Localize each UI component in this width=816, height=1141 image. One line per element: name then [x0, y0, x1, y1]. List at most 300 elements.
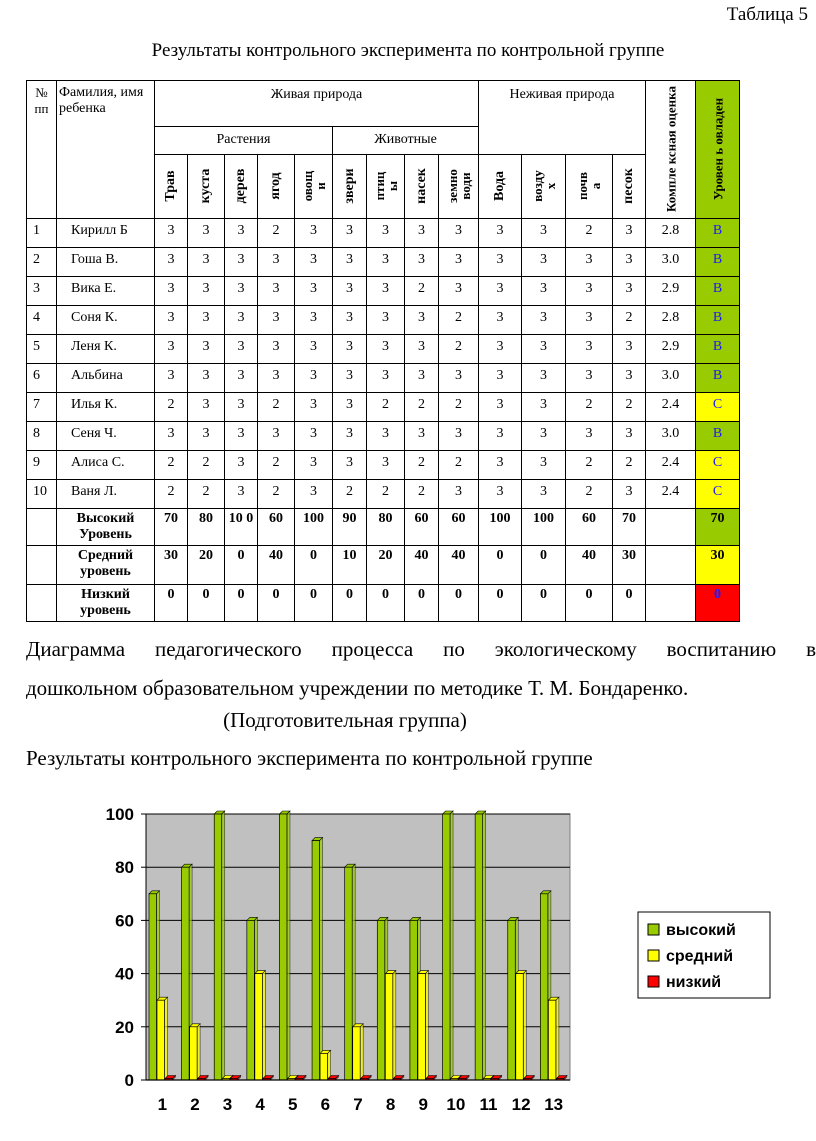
- empty-cell: [27, 509, 57, 546]
- score-cell: 3: [225, 219, 258, 248]
- summary-value: 100: [479, 509, 522, 546]
- col-header-complex: Компле ксная оценка: [646, 81, 696, 219]
- summary-value: 10: [333, 546, 367, 585]
- summary-level: 30: [696, 546, 740, 585]
- bar: [190, 1024, 201, 1080]
- table-row: [27, 277, 740, 306]
- complex-score: 2.4: [646, 480, 696, 509]
- summary-value: 30: [613, 546, 646, 585]
- col-header-level: Уровен ь овладен: [696, 81, 740, 219]
- heading-word: Диаграмма: [26, 637, 126, 661]
- score-cell: 3: [225, 393, 258, 422]
- score-cell: 2: [155, 393, 188, 422]
- summary-value: 40: [566, 546, 613, 585]
- summary-value: 40: [258, 546, 295, 585]
- y-tick-label: 0: [124, 1071, 134, 1090]
- score-cell: 3: [295, 480, 333, 509]
- summary-value: 0: [566, 585, 613, 622]
- group-note: (Подготовительная группа): [223, 708, 467, 732]
- score-cell: 3: [522, 248, 566, 277]
- score-cell: 3: [522, 422, 566, 451]
- complex-score: 2.9: [646, 277, 696, 306]
- heading-word: воспитанию: [666, 637, 777, 661]
- summary-label: Высокий Уровень: [57, 509, 155, 546]
- legend-swatch: [648, 976, 659, 987]
- score-cell: 3: [295, 277, 333, 306]
- summary-value: 70: [155, 509, 188, 546]
- x-tick-label: 12: [511, 1095, 531, 1114]
- score-cell: 3: [295, 306, 333, 335]
- score-cell: 3: [522, 451, 566, 480]
- row-number: 4: [27, 306, 57, 335]
- score-cell: 2: [367, 393, 405, 422]
- child-name: Леня К.: [57, 335, 155, 364]
- summary-value: 0: [295, 546, 333, 585]
- score-cell: 3: [566, 248, 613, 277]
- score-cell: 3: [613, 480, 646, 509]
- score-cell: 2: [258, 219, 295, 248]
- score-cell: 2: [333, 480, 367, 509]
- level-cell: В: [696, 277, 740, 306]
- score-cell: 3: [295, 248, 333, 277]
- complex-score: 2.4: [646, 393, 696, 422]
- diagram-heading-line2: дошкольном образовательном учреждении по методике Т. М. Бондаренко.: [26, 676, 689, 700]
- child-name: Альбина: [57, 364, 155, 393]
- complex-score: 3.0: [646, 248, 696, 277]
- score-cell: 3: [155, 364, 188, 393]
- row-number: 7: [27, 393, 57, 422]
- score-cell: 2: [566, 219, 613, 248]
- legend: [638, 912, 770, 998]
- score-cell: 3: [295, 219, 333, 248]
- summary-value: 60: [405, 509, 439, 546]
- empty-cell: [646, 585, 696, 622]
- item-header: насек: [405, 155, 439, 219]
- subgroup-header-plants: Растения: [155, 127, 333, 155]
- bar: [475, 811, 486, 1080]
- score-cell: 3: [333, 422, 367, 451]
- summary-value: 0: [225, 546, 258, 585]
- score-cell: 3: [258, 335, 295, 364]
- score-cell: 3: [367, 451, 405, 480]
- bar: [279, 811, 290, 1080]
- score-cell: 2: [439, 451, 479, 480]
- item-header: птиц ы: [367, 155, 405, 219]
- bar: [385, 971, 396, 1080]
- table-row: [27, 306, 740, 335]
- score-cell: 3: [367, 306, 405, 335]
- summary-level: 70: [696, 509, 740, 546]
- score-cell: 2: [155, 480, 188, 509]
- y-tick-label: 60: [115, 911, 134, 931]
- summary-value: 30: [155, 546, 188, 585]
- x-tick-label: 4: [255, 1095, 265, 1114]
- item-header: ягод: [258, 155, 295, 219]
- score-cell: 3: [258, 248, 295, 277]
- summary-value: 80: [367, 509, 405, 546]
- score-cell: 2: [155, 451, 188, 480]
- score-cell: 3: [333, 306, 367, 335]
- y-tick-label: 100: [105, 805, 134, 824]
- complex-score: 3.0: [646, 422, 696, 451]
- complex-score: 2.9: [646, 335, 696, 364]
- x-tick-label: 7: [353, 1095, 363, 1114]
- score-cell: 2: [188, 451, 225, 480]
- x-tick-label: 1: [157, 1095, 168, 1114]
- heading-word: процесса: [331, 637, 414, 661]
- empty-cell: [646, 509, 696, 546]
- bar: [157, 997, 168, 1080]
- score-cell: 3: [333, 364, 367, 393]
- summary-value: 0: [479, 585, 522, 622]
- empty-cell: [646, 546, 696, 585]
- score-cell: 2: [188, 480, 225, 509]
- empty-cell: [27, 546, 57, 585]
- score-cell: 2: [566, 393, 613, 422]
- score-cell: 3: [522, 364, 566, 393]
- x-tick-label: 2: [190, 1095, 200, 1114]
- score-cell: 3: [439, 219, 479, 248]
- col-header-number: № пп: [27, 81, 57, 219]
- item-header: почв а: [566, 155, 613, 219]
- summary-value: 90: [333, 509, 367, 546]
- item-header: песок: [613, 155, 646, 219]
- summary-level: 0: [696, 585, 740, 622]
- score-cell: 3: [439, 364, 479, 393]
- summary-value: 20: [367, 546, 405, 585]
- x-tick-label: 6: [320, 1095, 331, 1114]
- score-cell: 3: [439, 248, 479, 277]
- heading-word: экологическому: [494, 637, 637, 661]
- complex-score: 2.4: [646, 451, 696, 480]
- score-cell: 3: [613, 248, 646, 277]
- x-tick-label: 9: [418, 1095, 428, 1114]
- complex-score: 3.0: [646, 364, 696, 393]
- score-cell: 3: [295, 422, 333, 451]
- complex-score: 2.8: [646, 306, 696, 335]
- bar: [353, 1024, 364, 1080]
- row-number: 8: [27, 422, 57, 451]
- heading-word: по: [443, 637, 465, 661]
- score-cell: 3: [295, 393, 333, 422]
- table-row: [27, 451, 740, 480]
- x-tick-label: 10: [446, 1095, 466, 1114]
- score-cell: 3: [367, 422, 405, 451]
- score-cell: 3: [566, 364, 613, 393]
- score-cell: 2: [566, 480, 613, 509]
- score-cell: 3: [155, 335, 188, 364]
- score-cell: 2: [258, 393, 295, 422]
- score-cell: 3: [155, 248, 188, 277]
- summary-value: 0: [405, 585, 439, 622]
- score-cell: 3: [295, 335, 333, 364]
- score-cell: 3: [295, 364, 333, 393]
- table-row: [27, 364, 740, 393]
- row-number: 10: [27, 480, 57, 509]
- x-tick-label: 8: [385, 1095, 396, 1114]
- level-cell: В: [696, 335, 740, 364]
- score-cell: 2: [613, 393, 646, 422]
- bar: [214, 811, 225, 1080]
- subgroup-header-animals: Животные: [333, 127, 479, 155]
- bar: [320, 1050, 331, 1080]
- score-cell: 3: [258, 364, 295, 393]
- item-header: земно води: [439, 155, 479, 219]
- x-tick-label: 11: [479, 1095, 498, 1114]
- score-cell: 3: [405, 306, 439, 335]
- item-header: возду х: [522, 155, 566, 219]
- bar: [255, 971, 266, 1080]
- score-cell: 3: [367, 277, 405, 306]
- score-cell: 2: [405, 277, 439, 306]
- score-cell: 3: [225, 451, 258, 480]
- score-cell: 3: [405, 248, 439, 277]
- score-cell: 2: [258, 451, 295, 480]
- score-cell: 3: [479, 248, 522, 277]
- summary-row: [27, 585, 740, 622]
- score-cell: 3: [155, 277, 188, 306]
- score-cell: 3: [613, 422, 646, 451]
- score-cell: 3: [405, 364, 439, 393]
- score-cell: 3: [405, 335, 439, 364]
- summary-value: 60: [566, 509, 613, 546]
- bar: [312, 838, 323, 1080]
- score-cell: 3: [439, 277, 479, 306]
- score-cell: 3: [522, 306, 566, 335]
- y-tick-label: 40: [115, 964, 134, 984]
- legend-label: высокий: [666, 922, 736, 939]
- child-name: Гоша В.: [57, 248, 155, 277]
- table-row: [27, 480, 740, 509]
- summary-value: 70: [613, 509, 646, 546]
- score-cell: 3: [439, 422, 479, 451]
- summary-value: 10 0: [225, 509, 258, 546]
- table-row: [27, 248, 740, 277]
- score-cell: 3: [258, 422, 295, 451]
- score-cell: 2: [566, 451, 613, 480]
- score-cell: 3: [225, 306, 258, 335]
- score-cell: 3: [333, 277, 367, 306]
- score-cell: 3: [405, 219, 439, 248]
- score-cell: 3: [155, 422, 188, 451]
- level-cell: С: [696, 393, 740, 422]
- score-cell: 3: [479, 393, 522, 422]
- score-cell: 3: [333, 248, 367, 277]
- score-cell: 3: [566, 277, 613, 306]
- level-cell: С: [696, 451, 740, 480]
- summary-value: 0: [522, 546, 566, 585]
- score-cell: 3: [188, 306, 225, 335]
- summary-value: 60: [439, 509, 479, 546]
- score-cell: 3: [522, 335, 566, 364]
- level-cell: В: [696, 248, 740, 277]
- bar: [443, 811, 454, 1080]
- x-tick-label: 3: [222, 1095, 233, 1114]
- summary-value: 0: [439, 585, 479, 622]
- item-header: звери: [333, 155, 367, 219]
- empty-cell: [27, 585, 57, 622]
- child-name: Сеня Ч.: [57, 422, 155, 451]
- score-cell: 3: [367, 364, 405, 393]
- level-cell: В: [696, 422, 740, 451]
- score-cell: 3: [439, 480, 479, 509]
- score-cell: 3: [479, 306, 522, 335]
- score-cell: 3: [479, 335, 522, 364]
- summary-row: [27, 546, 740, 585]
- score-cell: 3: [188, 219, 225, 248]
- score-cell: 3: [613, 219, 646, 248]
- score-cell: 3: [188, 422, 225, 451]
- score-cell: 2: [258, 480, 295, 509]
- score-cell: 2: [613, 451, 646, 480]
- level-cell: С: [696, 480, 740, 509]
- heading-word: педагогического: [155, 637, 302, 661]
- y-tick-label: 80: [115, 858, 134, 878]
- score-cell: 3: [188, 248, 225, 277]
- summary-row: [27, 509, 740, 546]
- summary-value: 0: [295, 585, 333, 622]
- score-cell: 3: [188, 364, 225, 393]
- heading-word: в: [806, 637, 816, 661]
- score-cell: 3: [367, 219, 405, 248]
- score-cell: 3: [522, 277, 566, 306]
- summary-value: 40: [405, 546, 439, 585]
- summary-value: 0: [155, 585, 188, 622]
- row-number: 2: [27, 248, 57, 277]
- table-row: [27, 393, 740, 422]
- score-cell: 2: [439, 393, 479, 422]
- child-name: Ваня Л.: [57, 480, 155, 509]
- x-tick-label: 13: [544, 1095, 564, 1114]
- row-number: 5: [27, 335, 57, 364]
- row-number: 3: [27, 277, 57, 306]
- score-cell: 3: [225, 422, 258, 451]
- score-cell: 2: [405, 451, 439, 480]
- col-header-name: Фамилия, имя ребенка: [57, 81, 155, 219]
- score-cell: 3: [155, 306, 188, 335]
- score-cell: 2: [405, 480, 439, 509]
- summary-value: 0: [225, 585, 258, 622]
- child-name: Илья К.: [57, 393, 155, 422]
- score-cell: 3: [333, 451, 367, 480]
- results-table: [26, 80, 740, 622]
- score-cell: 3: [566, 306, 613, 335]
- legend-label: низкий: [666, 974, 722, 991]
- summary-value: 0: [479, 546, 522, 585]
- score-cell: 3: [522, 219, 566, 248]
- score-cell: 3: [613, 364, 646, 393]
- summary-value: 0: [258, 585, 295, 622]
- score-cell: 3: [479, 480, 522, 509]
- bar: [418, 971, 429, 1080]
- score-cell: 3: [479, 422, 522, 451]
- item-header: куста: [188, 155, 225, 219]
- bar: [548, 997, 559, 1080]
- summary-value: 100: [522, 509, 566, 546]
- score-cell: 3: [479, 277, 522, 306]
- score-cell: 3: [258, 277, 295, 306]
- score-cell: 2: [613, 306, 646, 335]
- score-cell: 3: [155, 219, 188, 248]
- score-cell: 3: [333, 335, 367, 364]
- score-cell: 3: [566, 422, 613, 451]
- group-header-nonliving: Неживая природа: [479, 81, 646, 155]
- summary-value: 100: [295, 509, 333, 546]
- score-cell: 2: [405, 393, 439, 422]
- score-cell: 3: [225, 480, 258, 509]
- x-tick-label: 5: [288, 1095, 298, 1114]
- level-cell: В: [696, 364, 740, 393]
- table-row: [27, 422, 740, 451]
- bar: [516, 971, 527, 1080]
- summary-value: 40: [439, 546, 479, 585]
- score-cell: 3: [367, 248, 405, 277]
- bar-chart: [60, 800, 780, 1130]
- score-cell: 3: [225, 335, 258, 364]
- child-name: Кирилл Б: [57, 219, 155, 248]
- row-number: 6: [27, 364, 57, 393]
- legend-swatch: [648, 924, 659, 935]
- child-name: Алиса С.: [57, 451, 155, 480]
- score-cell: 3: [613, 335, 646, 364]
- table-title: Результаты контрольного эксперимента по контрольной группе: [151, 40, 665, 61]
- item-header: дерев: [225, 155, 258, 219]
- legend-label: средний: [666, 948, 734, 965]
- chart-title: Результаты контрольного эксперимента по контрольной группе: [26, 746, 593, 770]
- score-cell: 3: [225, 364, 258, 393]
- summary-value: 80: [188, 509, 225, 546]
- child-name: Вика Е.: [57, 277, 155, 306]
- score-cell: 3: [295, 451, 333, 480]
- complex-score: 2.8: [646, 219, 696, 248]
- summary-value: 0: [613, 585, 646, 622]
- summary-label: Низкий уровень: [57, 585, 155, 622]
- score-cell: 3: [522, 393, 566, 422]
- level-cell: В: [696, 306, 740, 335]
- score-cell: 3: [225, 248, 258, 277]
- score-cell: 2: [367, 480, 405, 509]
- level-cell: В: [696, 219, 740, 248]
- score-cell: 3: [613, 277, 646, 306]
- summary-label: Средний уровень: [57, 546, 155, 585]
- table-caption: Таблица 5: [726, 4, 808, 25]
- score-cell: 3: [333, 393, 367, 422]
- table-row: [27, 335, 740, 364]
- score-cell: 3: [479, 219, 522, 248]
- summary-value: 20: [188, 546, 225, 585]
- score-cell: 3: [188, 335, 225, 364]
- item-header: Трав: [155, 155, 188, 219]
- summary-value: 0: [367, 585, 405, 622]
- summary-value: 60: [258, 509, 295, 546]
- row-number: 9: [27, 451, 57, 480]
- score-cell: 2: [439, 306, 479, 335]
- summary-value: 0: [522, 585, 566, 622]
- score-cell: 3: [188, 393, 225, 422]
- y-tick-label: 20: [115, 1017, 134, 1037]
- summary-value: 0: [333, 585, 367, 622]
- child-name: Соня К.: [57, 306, 155, 335]
- diagram-heading: [26, 630, 816, 708]
- score-cell: 3: [367, 335, 405, 364]
- item-header: овощ и: [295, 155, 333, 219]
- group-header-living: Живая природа: [155, 81, 479, 127]
- summary-value: 0: [188, 585, 225, 622]
- table-row: [27, 219, 740, 248]
- score-cell: 3: [258, 306, 295, 335]
- score-cell: 3: [333, 219, 367, 248]
- item-header: Вода: [479, 155, 522, 219]
